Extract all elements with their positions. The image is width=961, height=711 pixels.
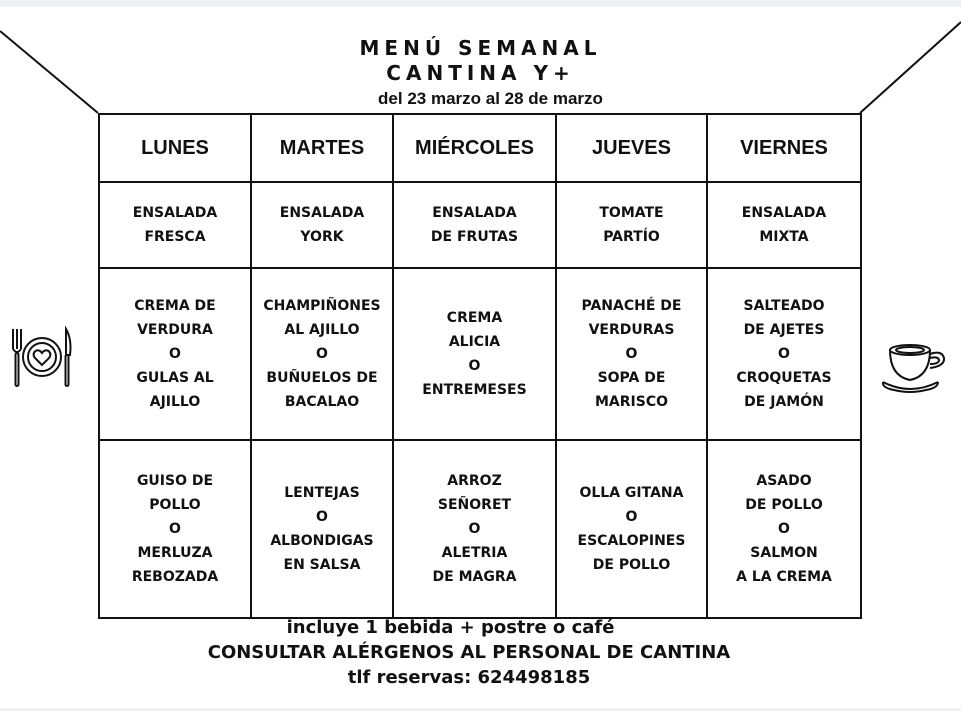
menu-cell — [99, 182, 251, 268]
dish-line: EN SALSA — [283, 557, 361, 573]
dish-line: MARISCO — [594, 394, 668, 410]
dish-line: O — [778, 521, 790, 537]
menu-cell — [251, 268, 393, 440]
dish-line: A LA CREMA — [736, 569, 832, 585]
menu-cell — [393, 182, 556, 268]
dish-line: O — [169, 521, 181, 537]
menu-cell — [707, 440, 861, 618]
menu-cell — [393, 268, 556, 440]
dish-line: ENSALADA — [741, 205, 827, 221]
dish-line: POLLO — [149, 497, 201, 513]
dish-line: DE JAMÓN — [744, 394, 824, 410]
dish-line: AL AJILLO — [284, 322, 360, 338]
cantina-name: CANTINA Y+ — [386, 61, 575, 85]
dish-line: AJILLO — [149, 394, 201, 410]
dish-line: O — [778, 346, 790, 362]
dish-line: O — [468, 521, 481, 537]
menu-cell — [251, 440, 393, 618]
dish-line: DE FRUTAS — [430, 229, 519, 245]
dish-line: VERDURA — [137, 322, 213, 338]
menu-title: MENÚ SEMANAL — [359, 36, 602, 60]
dish-line: CHAMPIÑONES — [263, 298, 381, 314]
dish-line: ENSALADA — [432, 205, 517, 221]
phone-reservations: tlf reservas: 624498185 — [347, 667, 591, 688]
menu-cell — [251, 182, 393, 268]
dish-line: SEÑORET — [437, 497, 512, 513]
cutlery-heart-plate-icon — [8, 325, 74, 391]
dish-line: BACALAO — [284, 394, 360, 410]
menu-cell — [556, 440, 707, 618]
day-header-viernes: VIERNES — [707, 114, 861, 182]
menu-cell — [393, 440, 556, 618]
first-course-row — [99, 268, 861, 440]
allergens-note: CONSULTAR ALÉRGENOS AL PERSONAL DE CANTINA — [207, 642, 731, 663]
dish-line: ARROZ — [447, 473, 502, 489]
dish-line: SOPA DE — [597, 370, 666, 386]
dish-line: PANACHÉ DE — [581, 298, 682, 314]
menu-cell — [707, 268, 861, 440]
dish-line: ALBONDIGAS — [270, 533, 374, 549]
menu-cell — [99, 268, 251, 440]
dish-line: GUISO DE — [136, 473, 214, 489]
dish-line: TOMATE — [599, 205, 664, 221]
dish-line: LENTEJAS — [284, 485, 360, 501]
dish-line: CREMA DE — [134, 298, 216, 314]
menu-cell — [556, 268, 707, 440]
dish-line: DE POLLO — [745, 497, 823, 513]
dish-line: CROQUETAS — [736, 370, 832, 386]
dish-line: O — [468, 358, 481, 374]
menu-cell — [707, 182, 861, 268]
top-strip — [0, 0, 961, 7]
dish-line: DE MAGRA — [432, 569, 517, 585]
date-range: del 23 marzo al 28 de marzo — [378, 89, 603, 108]
dish-line: PARTÍO — [603, 229, 660, 245]
dish-line: MIXTA — [759, 229, 809, 245]
dish-line: ESCALOPINES — [577, 533, 686, 549]
dish-line: GULAS AL — [136, 370, 214, 386]
dish-line: ALETRIA — [441, 545, 508, 561]
dish-line: CREMA — [446, 310, 503, 326]
includes-note: incluye 1 bebida + postre o café — [286, 617, 615, 638]
dish-line: YORK — [300, 229, 344, 245]
dish-line: REBOZADA — [131, 569, 219, 585]
starter-row — [99, 182, 861, 268]
coffee-cup-icon — [880, 342, 954, 398]
dish-line: BUÑUELOS DE — [266, 370, 378, 386]
dish-line: ALICIA — [448, 334, 501, 350]
dish-line: O — [625, 346, 638, 362]
dish-line: ENSALADA — [279, 205, 365, 221]
day-header-martes: MARTES — [251, 114, 393, 182]
dish-line: DE POLLO — [592, 557, 671, 573]
day-header-miercoles: MIÉRCOLES — [393, 114, 556, 182]
dish-line: SALTEADO — [743, 298, 825, 314]
day-header-jueves: JUEVES — [556, 114, 707, 182]
day-header-lunes: LUNES — [99, 114, 251, 182]
menu-cell — [556, 182, 707, 268]
dish-line: O — [316, 346, 328, 362]
dish-line: DE AJETES — [743, 322, 825, 338]
weekly-menu-table — [98, 113, 862, 619]
dish-line: VERDURAS — [588, 322, 675, 338]
dish-line: O — [625, 509, 638, 525]
days-header-row — [99, 114, 861, 182]
dish-line: O — [316, 509, 328, 525]
dish-line: OLLA GITANA — [579, 485, 684, 501]
dish-line: ASADO — [756, 473, 812, 489]
dish-line: ENSALADA — [132, 205, 218, 221]
dish-line: SALMON — [750, 545, 818, 561]
dish-line: O — [169, 346, 181, 362]
dish-line: FRESCA — [144, 229, 206, 245]
menu-cell — [99, 440, 251, 618]
dish-line: ENTREMESES — [422, 382, 527, 398]
second-course-row — [99, 440, 861, 618]
dish-line: MERLUZA — [137, 545, 213, 561]
